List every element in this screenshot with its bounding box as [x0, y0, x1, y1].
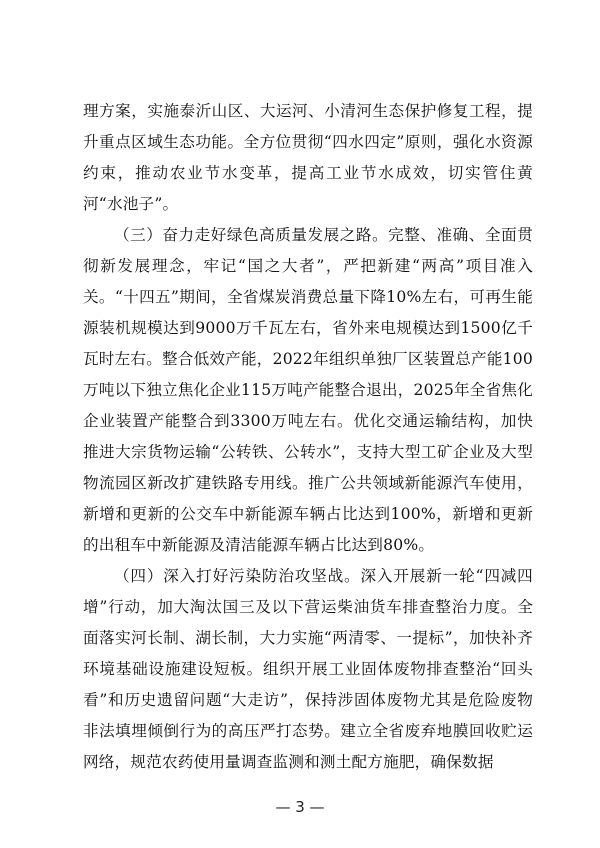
section-heading: （四）深入打好污染防治攻坚战。 — [114, 567, 361, 585]
paragraph — [83, 220, 533, 561]
paragraph-text: 理方案，实施泰沂山区、大运河、小清河生态保护修复工程，提升重点区域生态功能。全方位贯彻“四水四定”原则，强化水资源约束，推动农业节水变革，提高工业节水成效，切实管住黄河“水池子”。 — [83, 102, 533, 213]
paragraph-text: 完整、准确、全面贯彻新发展理念，牢记“国之大者”，严把新建“两高”项目准入关。“十四五”期间，全省煤炭消费总量下降10%左右，可再生能源装机规模达到9000万千瓦左右，省外来电规模达到1500亿千瓦时左右。整合低效产能，2022年组织单独厂区装置总产能100万吨以下独立焦化企业115万吨产能整合退出，2025年全省焦化企业装置产能整合到3300万吨左右。优化交通运输结构，加快推进大宗货物运输“公转铁、公转水”，支持大型工矿企业及大型物流园区新改扩建铁路专用线。推广公共领域新能源汽车使用，新增和更新的公交车中新能源车辆占比达到100%，新增和更新的出租车中新能源及清洁能源车辆占比达到80%。 — [83, 226, 533, 554]
paragraph-text: 深入开展新一轮“四减四增”行动，加大淘汰国三及以下营运柴油货车排查整治力度。全面落实河长制、湖长制，大力实施“两清零、一提标”，加快补齐环境基础设施建设短板。组织开展工业固体废物排查整治“回头看”和历史遗留问题“大走访”，保持涉固体废物尤其是危险废物非法填埋倾倒行为的高压严打态势。建立全省废弃地膜回收贮运网络，规范农药使用量调查监测和测土配方施肥，确保数据 — [83, 567, 533, 771]
page-number: — 3 — — [275, 798, 325, 816]
paragraph — [83, 96, 533, 220]
section-heading: （三）奋力走好绿色高质量发展之路。 — [114, 226, 389, 244]
paragraph — [83, 561, 533, 778]
document-body — [83, 96, 533, 778]
